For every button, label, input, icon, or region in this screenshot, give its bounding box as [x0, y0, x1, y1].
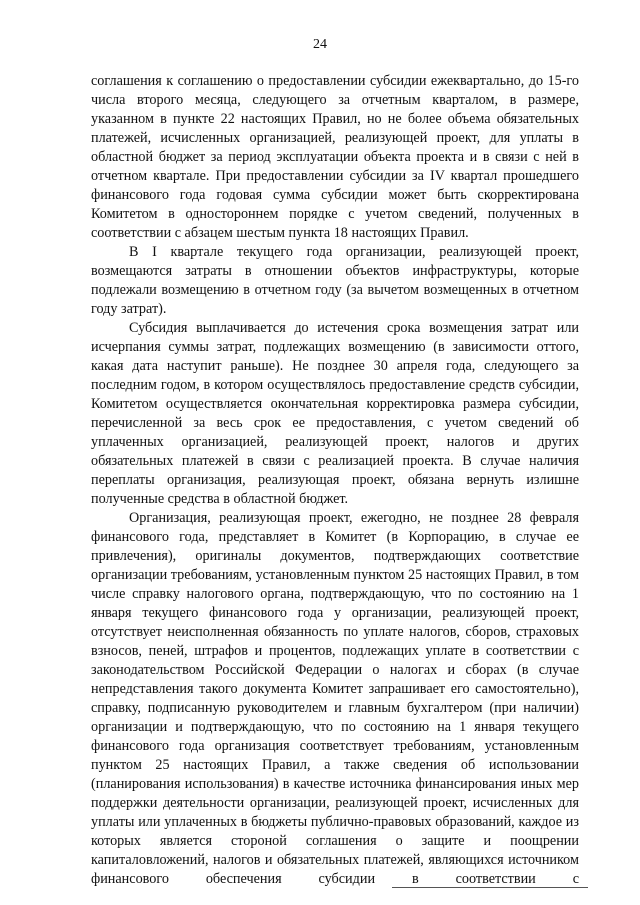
- paragraph-2: В I квартале текущего года организации, реализующей проект, возмещаются затраты в отношении объектов инфраструктуры, которые подлежали возмещению в отчетном году (за вычетом возмещенных в отчетном году затрат).: [91, 244, 579, 317]
- paragraph-4: Организация, реализующая проект, ежегодно, не позднее 28 февраля финансового года, представляет в Комитет (в Корпорацию, в случае ее привлечения), оригиналы документов, подтверждающих соответствие организации требованиям, установленным пунктом 25 настоящих Правил, в том числе справку налогового органа, подтверждающую, что по состоянию на 1 января текущего финансового года у организации, реализующей проект, отсутствует неисполненная обязанность по уплате налогов, сборов, страховых взносов, пеней, штрафов и процентов, подлежащих уплате в соответствии с законодательством Российской Федерации о налогах и сборах (в случае непредставления такого документа Комитет запрашивает его самостоятельно), справку, подписанную руководителем и главным бухгалтером (при наличии) организации и подтверждающую, что по состоянию на 1 января текущего финансового года организация соответствует требованиям, установленным пунктом 25 настоящих Правил, а также сведения об использовании (планирования использования) в качестве источника финансирования иных мер поддержки деятельности организации, реализующей проект, исчисленных для уплаты или уплаченных в бюджеты публично-правовых образований, каждое из которых является стороной соглашения о защите и поощрении капиталовложений, налогов и обязательных платежей, являющихся источником финансового обеспечения субсидии в соответствии с: [91, 510, 579, 887]
- page-number: 24: [313, 37, 327, 52]
- paragraph-1: соглашения к соглашению о предоставлении субсидии ежеквартально, до 15-го числа второго месяца, следующего за отчетным кварталом, в размере, указанном в пункте 22 настоящих Правил, но не более объема обязательных платежей, исчисленных организацией, реализующей проект, для уплаты в областной бюджет за период эксплуатации объекта проекта и в связи с ней в отчетном квартале. При предоставлении субсидии за IV квартал прошедшего финансового года годовая сумма субсидии может быть скорректирована Комитетом в одностороннем порядке с учетом сведений, полученных в соответствии с абзацем шестым пункта 18 настоящих Правил.: [91, 73, 579, 241]
- footer-rule: [392, 887, 588, 888]
- paragraph-3: Субсидия выплачивается до истечения срока возмещения затрат или исчерпания суммы затрат, подлежащих возмещению (в зависимости оттого, какая дата наступит раньше). Не позднее 30 апреля года, следующего за последним годом, в котором осуществлялось предоставление средств субсидии, Комитетом осуществляется окончательная корректировка размера субсидии, перечисленной за весь срок ее предоставления, с учетом сведений об уплаченных организацией, реализующей проект, налогов и других обязательных платежей в связи с реализацией проекта. В случае наличия переплаты организация, реализующая проект, обязана вернуть излишне полученные средства в областной бюджет.: [91, 320, 579, 507]
- document-body: [91, 72, 579, 889]
